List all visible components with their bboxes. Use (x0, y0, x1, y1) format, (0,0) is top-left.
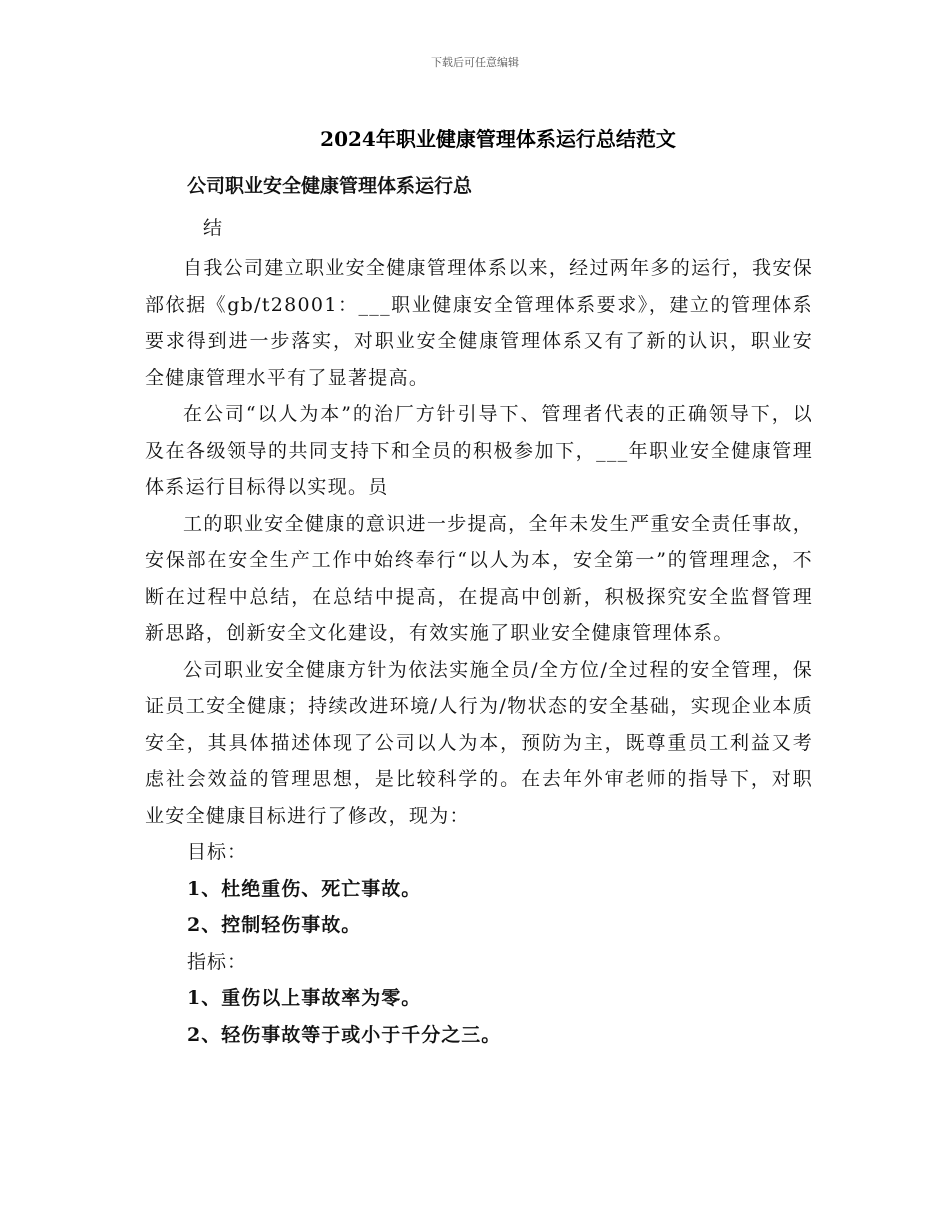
paragraph-2: 在公司“以人为本”的治厂方针引导下、管理者代表的正确领导下，以及在各级领导的共同支持下和全员的积极参加下，___年职业安全健康管理体系运行目标得以实现。员 (145, 403, 813, 498)
paragraph-4: 公司职业安全健康方针为依法实施全员/全方位/全过程的安全管理，保证员工安全健康；持续改进环境/人行为/物状态的安全基础，实现企业本质安全，其具体描述体现了公司以人为本，预防为主，既尊重员工利益又考虑社会效益的管理思想，是比较科学的。在去年外审老师的指导下，对职业安全健康目标进行了修改，现为： (145, 658, 813, 827)
indicator-item-2: 2、轻伤事故等于或小于千分之三。 (187, 1023, 502, 1046)
page-header: 下载后可任意编辑 (431, 56, 519, 69)
paragraph-3: 工的职业安全健康的意识进一步提高，全年未发生严重安全责任事故，安保部在安全生产工作中始终奉行“以人为本，安全第一”的管理理念，不断在过程中总结，在总结中提高，在提高中创新，积极探究安全监督管理新思路，创新安全文化建设，有效实施了职业安全健康管理体系。 (145, 512, 813, 644)
document-title: 2024年职业健康管理体系运行总结范文 (320, 127, 676, 151)
section-heading-continuation: 结 (203, 217, 223, 239)
indicator-item-1: 1、重伤以上事故率为零。 (187, 987, 422, 1009)
indicators-label: 指标： (187, 950, 248, 973)
section-heading: 公司职业安全健康管理体系运行总 (187, 175, 473, 197)
goal-item-1: 1、杜绝重伤、死亡事故。 (187, 877, 422, 900)
goals-label: 目标： (187, 841, 248, 863)
goal-item-2: 2、控制轻伤事故。 (187, 914, 362, 936)
paragraph-1: 自我公司建立职业安全健康管理体系以来，经过两年多的运行，我安保部依据《gb/t28001：___职业健康安全管理体系要求》，建立的管理体系要求得到进一步落实，对职业安全健康管理体系又有了新的认识，职业安全健康管理水平有了显著提高。 (145, 257, 813, 389)
document-body (145, 168, 813, 1053)
